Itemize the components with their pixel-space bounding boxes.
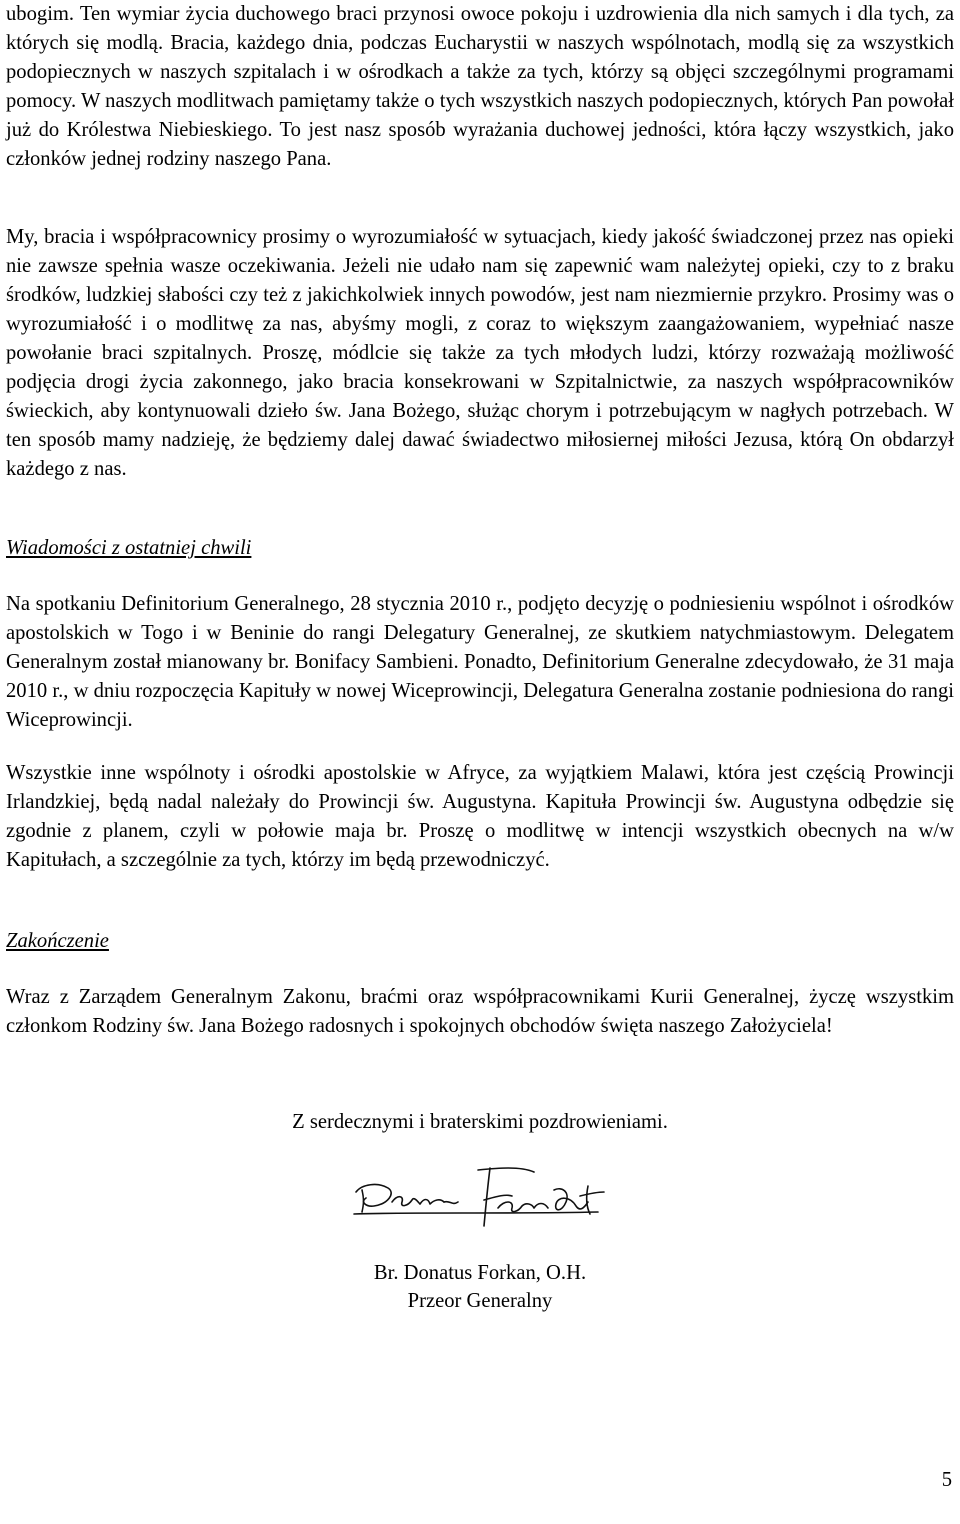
page-number: 5 — [941, 1469, 952, 1491]
body-paragraph-1: ubogim. Ten wymiar życia duchowego braci przynosi owoce pokoju i uzdrowienia dla nich samych i dla tych, za których się modlą. Bracia, każdego dnia, podczas Eucharystii w naszych wspólnotach, modlą się za wszystkich podopiecznych w naszych szpitalach i w ośrodkach a także za tych, którzy są objęci szczególnymi programami pomocy. W naszych modlitwach pamiętamy także o tych wszystkich naszych podopiecznych, których Pan powołał już do Królestwa Niebieskiego. To jest nasz sposób wyrażania duchowej jedności, która łączy wszystkich, jako członków jednej rodziny naszego Pana. — [6, 3, 954, 170]
section-heading-news: Wiadomości z ostatniej chwili — [6, 537, 252, 559]
news-paragraph-2: Wszystkie inne wspólnoty i ośrodki apostolskie w Afryce, za wyjątkiem Malawi, która jest częścią Prowincji Irlandzkiej, będą nadal należały do Prowincji św. Augustyna. Kapituła Prowincji św. Augustyna odbędzie się zgodnie z planem, czyli w połowie maja br. Proszę o modlitwę w intencji wszystkich obecnych na w/w Kapitułach, a szczególnie za tych, którzy im będą przewodniczyć. — [6, 762, 954, 871]
greeting-line: Z serdecznymi i braterskimi pozdrowieniami. — [292, 1111, 668, 1133]
handwritten-signature — [348, 1162, 618, 1236]
signer-title: Przeor Generalny — [407, 1290, 553, 1312]
body-paragraph-2: My, bracia i współpracownicy prosimy o wyrozumiałość w sytuacjach, kiedy jakość świadczonej przez nas opieki nie zawsze spełnia wasze oczekiwania. Jeżeli nie udało nam się zapewnić wam należytej opieki, czy to z braku środków, ludzkiej słabości czy też z jakichkolwiek innych powodów, jest nam niezmiernie przykro. Prosimy was o wyrozumiałość i o modlitwę za nas, abyśmy mogli, z coraz to większym zaangażowaniem, wypełniać nasze powołanie braci szpitalnych. Proszę, módlcie się także za tych młodych ludzi, którzy rozważają możliwość podjęcia drogi życia zakonnego, jako bracia konsekrowani w Szpitalnictwie, za naszych współpracowników świeckich, aby kontynuowali dzieło św. Jana Bożego, służąc chorym i potrzebującym w nagłych potrzebach. W ten sposób mamy nadzieję, że będziemy dalej dawać świadectwo miłosiernej miłości Jezusa, którą On obdarzył każdego z nas. — [6, 226, 954, 480]
signer-name: Br. Donatus Forkan, O.H. — [373, 1262, 587, 1284]
news-paragraph-1: Na spotkaniu Definitorium Generalnego, 28 stycznia 2010 r., podjęto decyzję o podniesieniu wspólnot i ośrodków apostolskich w Togo i w Beninie do rangi Delegatury Generalnej, ze skutkiem natychmiastowym. Delegatem Generalnym został mianowany br. Bonifacy Sambieni. Ponadto, Definitorium Generalne zdecydowało, że 31 maja 2010 r., w dniu rozpoczęcia Kapituły w nowej Wiceprowincji, Delegatura Generalna zostanie podniesiona do rangi Wiceprowincji. — [6, 593, 954, 731]
section-heading-closing: Zakończenie — [6, 930, 109, 952]
closing-paragraph: Wraz z Zarządem Generalnym Zakonu, braćmi oraz współpracownikami Kurii Generalnej, życzę wszystkim członkom Rodziny św. Jana Bożego radosnych i spokojnych obchodów święta naszego Założyciela! — [6, 986, 954, 1037]
